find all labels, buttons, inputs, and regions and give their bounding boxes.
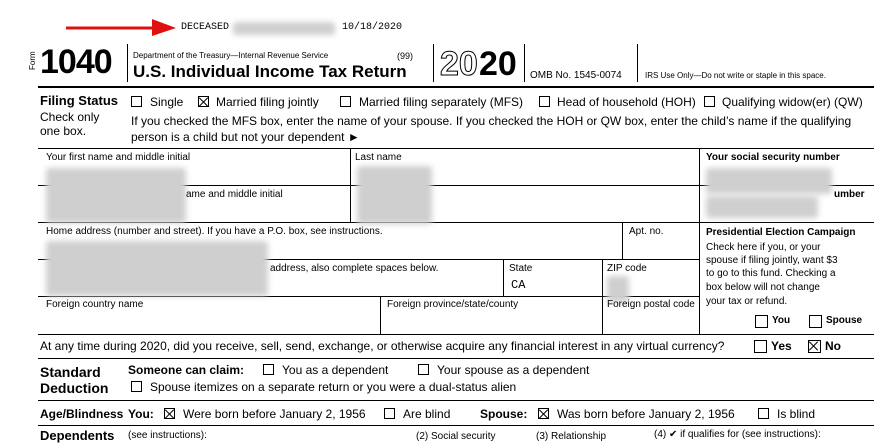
married-separately-label: Married filing separately (MFS) <box>359 95 524 109</box>
red-arrow-icon <box>66 17 178 37</box>
grid-line <box>699 148 700 334</box>
form-word: Form <box>28 51 37 70</box>
one-box: one box. <box>40 124 87 138</box>
head-of-household-label: Head of household (HOH) <box>557 95 696 109</box>
presidential-you-label: You <box>772 315 791 326</box>
year-outline: 20 <box>440 45 478 83</box>
irs-use-only: IRS Use Only—Do not write or staple in this space. <box>645 71 826 80</box>
spouse-dependent-label: Your spouse as a dependent <box>437 363 590 377</box>
you-dependent-checkbox[interactable] <box>263 364 274 375</box>
first-name-label: Your first name and middle initial <box>46 152 191 163</box>
dependents-col-ssn: (2) Social security <box>416 431 496 442</box>
grid-line <box>38 148 874 149</box>
qualifying-widow-checkbox[interactable] <box>704 96 715 107</box>
omb-number: OMB No. 1545-0074 <box>530 70 622 81</box>
someone-can-claim-label: Someone can claim: <box>128 363 245 377</box>
presidential-title: Presidential Election Campaign <box>706 227 856 238</box>
presidential-text: to go to this fund. Checking a <box>706 268 836 279</box>
foreign-province-label: Foreign province/state/county <box>387 299 519 310</box>
spouse-itemizes-label: Spouse itemizes on a separate return or you were a dual-status alien <box>150 380 517 394</box>
foreign-postal-label: Foreign postal code <box>607 299 695 310</box>
presidential-text: spouse if filing jointly, want $3 <box>706 255 838 266</box>
divider <box>127 44 128 82</box>
home-address-label: Home address (number and street). If you have a P.O. box, see instructions. <box>46 226 383 237</box>
head-of-household-checkbox[interactable] <box>539 96 550 107</box>
grid-line <box>503 259 504 296</box>
spouse-born-before-checkbox[interactable] <box>538 408 549 419</box>
you-blind-label: Are blind <box>403 407 451 421</box>
standard-deduction-title: Standard <box>40 364 101 380</box>
filing-note-line2: person is a child but not your dependent ► <box>131 130 360 144</box>
age-you-label: You: <box>128 407 154 421</box>
redacted-address <box>46 241 268 296</box>
presidential-spouse-label: Spouse <box>826 315 863 326</box>
filing-note-line1: If you checked the MFS box, enter the name of your spouse. If you checked the HOH or QW box, enter the child’s name if the qualifying <box>131 114 852 128</box>
you-born-before-label: Were born before January 2, 1956 <box>183 407 366 421</box>
standard-deduction-title: Deduction <box>40 380 109 396</box>
divider <box>433 44 434 82</box>
form-title: U.S. Individual Income Tax Return <box>133 62 407 81</box>
year-bold: 20 <box>479 45 517 83</box>
state-value[interactable]: CA <box>511 278 526 292</box>
form-number: 1040 <box>40 43 112 81</box>
you-blind-checkbox[interactable] <box>384 408 395 419</box>
foreign-country-label: Foreign country name <box>46 299 144 310</box>
divider <box>637 44 638 82</box>
spouse-first-name-label: ame and middle initial <box>186 189 283 200</box>
zip-label: ZIP code <box>607 263 647 274</box>
grid-line <box>38 334 874 335</box>
state-label: State <box>509 263 533 274</box>
single-checkbox[interactable] <box>131 96 142 107</box>
single-label: Single <box>150 95 184 109</box>
dependents-col-qualifies: (4) ✔ if qualifies for (see instructions): <box>654 429 821 440</box>
spouse-ssn-label: umber <box>834 189 865 200</box>
age-blindness-title: Age/Blindness <box>40 407 124 421</box>
department: Department of the Treasury—Internal Revenue Service <box>133 51 329 60</box>
redacted-first-name <box>46 168 186 223</box>
virtual-currency-no-label: No <box>825 339 841 353</box>
grid-line <box>38 296 699 297</box>
virtual-currency-question: At any time during 2020, did you receive, sell, send, exchange, or otherwise acquire any financial interest in any virtual currency? <box>40 339 725 353</box>
grid-line <box>38 425 874 426</box>
presidential-text: your tax or refund. <box>706 296 788 307</box>
spouse-itemizes-checkbox[interactable] <box>131 381 142 392</box>
redacted-name <box>233 22 335 35</box>
married-jointly-label: Married filing jointly <box>216 95 319 109</box>
you-born-before-checkbox[interactable] <box>164 408 175 419</box>
presidential-text: Check here if you, or your <box>706 242 821 253</box>
virtual-currency-yes-checkbox[interactable] <box>754 340 767 353</box>
filing-status-title: Filing Status <box>40 93 118 108</box>
city-label: address, also complete spaces below. <box>270 263 439 274</box>
married-separately-checkbox[interactable] <box>340 96 351 107</box>
you-dependent-label: You as a dependent <box>282 363 389 377</box>
spouse-blind-label: Is blind <box>777 407 816 421</box>
divider <box>524 44 525 82</box>
grid-line <box>38 358 874 359</box>
deceased-label: DECEASED <box>181 22 230 33</box>
spouse-born-before-label: Was born before January 2, 1956 <box>557 407 735 421</box>
dependents-title: Dependents <box>40 428 115 443</box>
grid-line <box>38 400 874 401</box>
redacted-last-name <box>357 166 432 224</box>
deceased-date: 10/18/2020 <box>342 22 403 33</box>
check-only: Check only <box>40 110 100 124</box>
qualifying-widow-label: Qualifying widow(er) (QW) <box>722 95 863 109</box>
form-code: (99) <box>397 51 414 61</box>
presidential-spouse-checkbox[interactable] <box>809 315 822 328</box>
dependents-see: (see instructions): <box>128 430 207 441</box>
presidential-text: box below will not change <box>706 282 820 293</box>
ssn-label: Your social security number <box>706 152 840 163</box>
redacted-ssn <box>706 168 832 194</box>
redacted-spouse-ssn <box>706 196 818 218</box>
married-jointly-checkbox[interactable] <box>198 96 209 107</box>
spouse-dependent-checkbox[interactable] <box>418 364 429 375</box>
virtual-currency-no-checkbox[interactable] <box>808 340 821 353</box>
grid-line <box>380 296 381 334</box>
age-spouse-label: Spouse: <box>480 407 528 421</box>
spouse-blind-checkbox[interactable] <box>758 408 769 419</box>
header-rule <box>38 86 874 88</box>
last-name-label: Last name <box>355 152 402 163</box>
dependents-col-relationship: (3) Relationship <box>536 431 607 442</box>
grid-line <box>622 222 623 259</box>
apt-label: Apt. no. <box>629 226 664 237</box>
virtual-currency-yes-label: Yes <box>771 339 792 353</box>
presidential-you-checkbox[interactable] <box>755 315 768 328</box>
